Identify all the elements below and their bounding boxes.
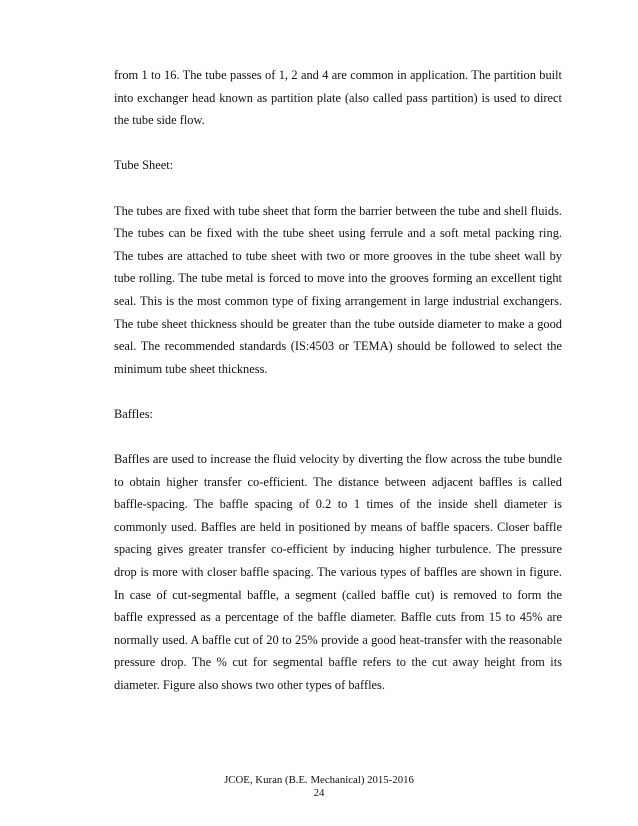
paragraph-baffles — [114, 448, 562, 697]
text-line: baffle-spacing. The baffle spacing of 0.2 to 1 times of the inside shell diameter is — [114, 497, 562, 512]
text-line: diameter. Figure also shows two other types of baffles. — [114, 678, 385, 693]
text-line: The tubes are fixed with tube sheet that form the barrier between the tube and shell fluids. — [114, 203, 562, 218]
paragraph-spacer — [114, 426, 562, 449]
text-line: Baffles are used to increase the fluid velocity by diverting the flow across the tube bundle — [114, 452, 562, 467]
text-line: from 1 to 16. The tube passes of 1, 2 and 4 are common in application. The partition built — [114, 68, 562, 82]
text-line: The tubes are attached to tube sheet with two or more grooves in the tube sheet wall by — [114, 248, 562, 263]
text-line: spacing gives greater transfer co-efficient by inducing higher turbulence. The pressure — [114, 542, 562, 557]
text-line: commonly used. Baffles are held in positioned by means of baffle spacers. Closer baffle — [114, 519, 562, 534]
text-line: seal. The recommended standards (IS:4503 or TEMA) should be followed to select the — [114, 339, 562, 354]
text-line: baffle expressed as a percentage of the baffle diameter. Baffle cuts from 15 to 45% are — [114, 610, 562, 625]
text-line: In case of cut-segmental baffle, a segment (called baffle cut) is removed to form the — [114, 587, 562, 602]
footer-institution: JCOE, Kuran (B.E. Mechanical) 2015-2016 — [224, 774, 414, 786]
paragraph-tube-passes — [114, 64, 562, 132]
text-line: The tube sheet thickness should be greater than the tube outside diameter to make a good — [114, 316, 562, 331]
paragraph-spacer — [114, 380, 562, 403]
text-line: the tube side flow. — [114, 113, 205, 128]
text-line: drop is more with closer baffle spacing. The various types of baffles are shown in figure. — [114, 565, 562, 580]
text-line: normally used. A baffle cut of 20 to 25% provide a good heat-transfer with the reasonable — [114, 632, 562, 647]
text-line: minimum tube sheet thickness. — [114, 361, 268, 376]
section-heading-baffles: Baffles: — [114, 406, 153, 421]
page-content — [114, 64, 562, 697]
text-line: to obtain higher transfer co-efficient. The distance between adjacent baffles is called — [114, 474, 562, 489]
text-line: seal. This is the most common type of fixing arrangement in large industrial exchangers. — [114, 293, 562, 308]
text-line: into exchanger head known as partition plate (also called pass partition) is used to direct — [114, 90, 562, 105]
text-line: pressure drop. The % cut for segmental baffle refers to the cut away height from its — [114, 655, 562, 670]
text-line: tube rolling. The tube metal is forced to move into the grooves forming an excellent tight — [114, 271, 562, 286]
paragraph-spacer — [114, 177, 562, 200]
text-line: The tubes can be fixed with the tube sheet using ferrule and a soft metal packing ring. — [114, 226, 562, 241]
paragraph-spacer — [114, 132, 562, 155]
page-number: 24 — [313, 787, 325, 799]
section-heading-tube-sheet: Tube Sheet: — [114, 158, 174, 173]
paragraph-tube-sheet — [114, 200, 562, 381]
